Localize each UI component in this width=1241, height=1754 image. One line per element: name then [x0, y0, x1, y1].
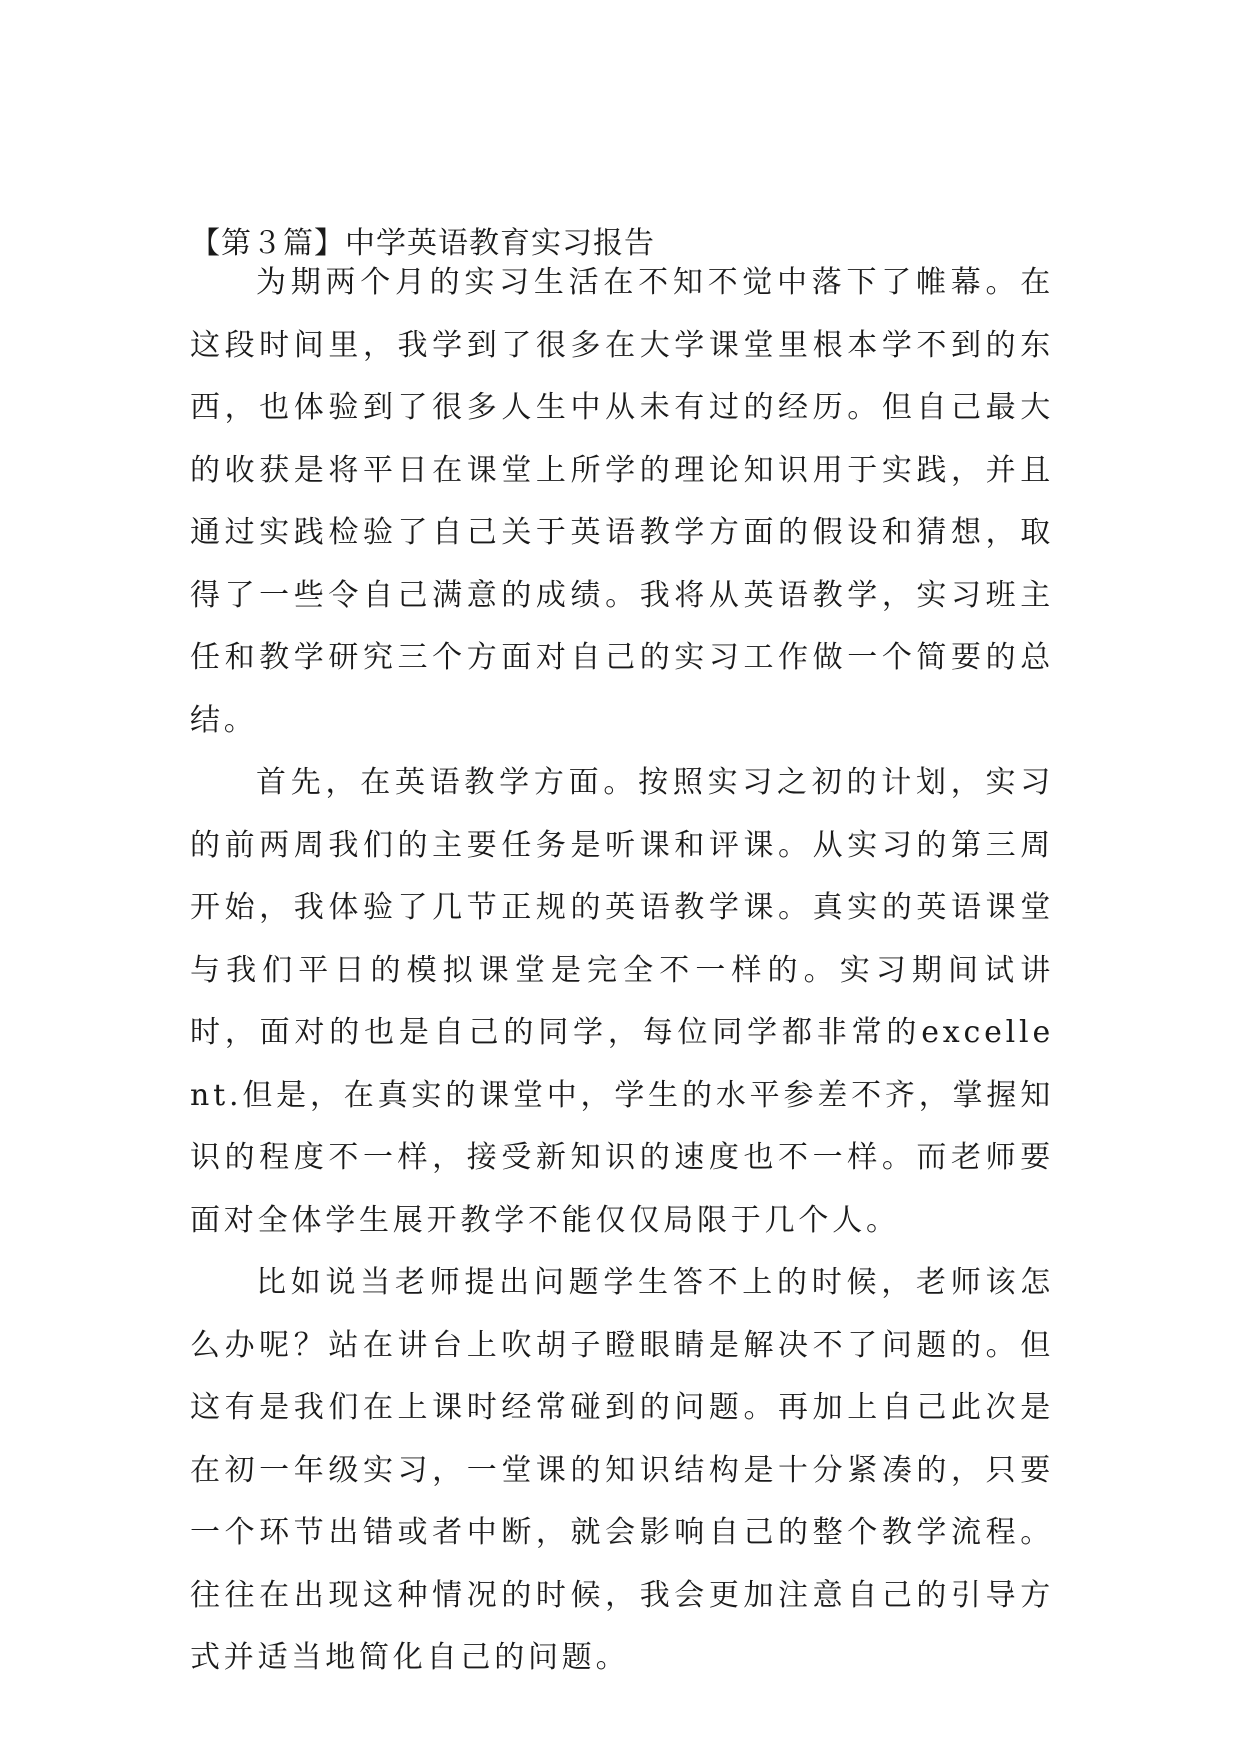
paragraph-2: 首先，在英语教学方面。按照实习之初的计划，实习的前两周我们的主要任务是听课和评课。从实习的第三周开始，我体验了几节正规的英语教学课。真实的英语课堂与我们平日的模拟课堂是完全不一样的。实习期间试讲时，面对的也是自己的同学，每位同学都非常的excellent.但是，在真实的课堂中，学生的水平参差不齐，掌握知识的程度不一样，接受新知识的速度也不一样。而老师要面对全体学生展开教学不能仅仅局限于几个人。: [190, 765, 1054, 1238]
document-body: [190, 252, 1054, 1690]
paragraph-1: 为期两个月的实习生活在不知不觉中落下了帷幕。在这段时间里，我学到了很多在大学课堂里根本学不到的东西，也体验到了很多人生中从未有过的经历。但自己最大的收获是将平日在课堂上所学的理论知识用于实践，并且通过实践检验了自己关于英语教学方面的假设和猜想，取得了一些令自己满意的成绩。我将从英语教学，实习班主任和教学研究三个方面对自己的实习工作做一个简要的总结。: [190, 265, 1054, 738]
document-title: 【第３篇】中学英语教育实习报告: [190, 226, 655, 261]
paragraph-3: 比如说当老师提出问题学生答不上的时候，老师该怎么办呢？站在讲台上吹胡子瞪眼睛是解决不了问题的。但这有是我们在上课时经常碰到的问题。再加上自己此次是在初一年级实习，一堂课的知识结构是十分紧凑的，只要一个环节出错或者中断，就会影响自己的整个教学流程。往往在出现这种情况的时候，我会更加注意自己的引导方式并适当地简化自己的问题。: [190, 1265, 1054, 1675]
